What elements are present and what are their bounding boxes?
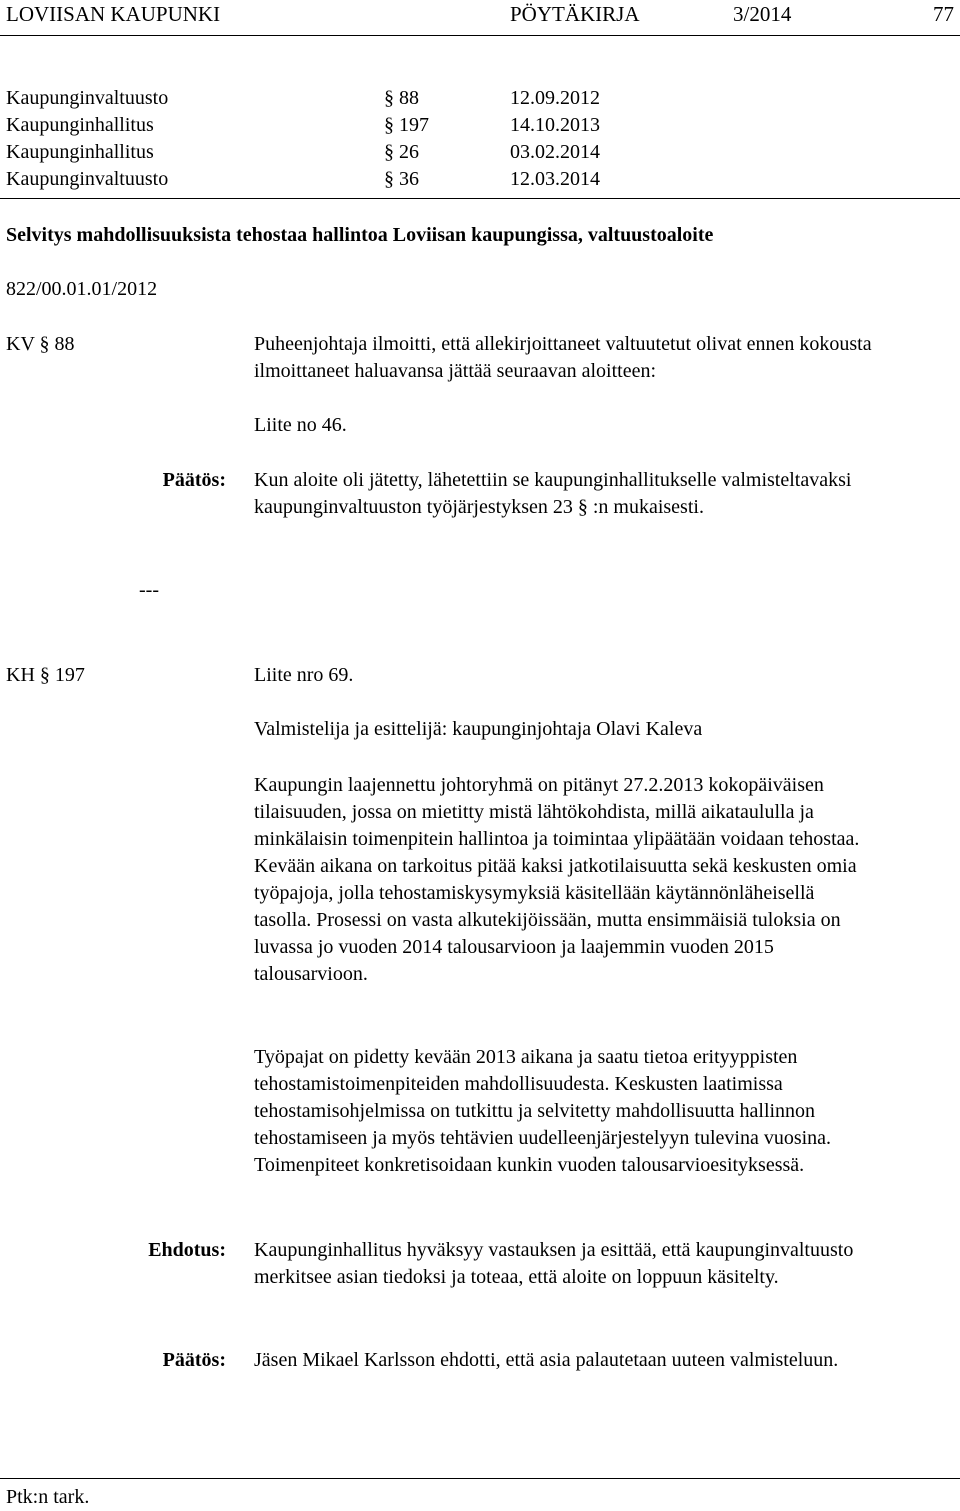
kh-preparer: Valmistelija ja esittelijä: kaupunginjohtaja Olavi Kaleva	[254, 718, 703, 740]
references-rule	[0, 198, 960, 199]
reference-body: Kaupunginvaltuusto	[6, 87, 169, 109]
reference-section: § 26	[384, 141, 419, 163]
reference-date: 14.10.2013	[510, 114, 600, 136]
reference-date: 12.09.2012	[510, 87, 600, 109]
reference-section: § 36	[384, 168, 419, 190]
footer-rule	[0, 1478, 960, 1479]
kh-paragraph-1: Kaupungin laajennettu johtoryhmä on pitänyt 27.2.2013 kokopäiväisen tilaisuuden, jossa on mietitty mistä lähtökohdista, millä aikataululla ja minkälaisin toimenpitein hallintoa ja toimintaa ylipäätään voidaan tehostaa. Kevään aikana on tarkoitus pitää kaksi jatkotilaisuutta sekä keskusten omia työpajoja, jolla tehostamiskysymyksiä käsitellään käytännönläheisellä tasolla. Prosessi on vasta alkutekijöissään, mutta ensimmäisiä tuloksia on luvassa jo vuoden 2014 talousarvioon ja laajemmin vuoden 2015 talousarvioon.	[254, 774, 860, 985]
reference-body: Kaupunginvaltuusto	[6, 168, 169, 190]
document-type: PÖYTÄKIRJA	[510, 2, 640, 26]
kv-section-label: KV § 88	[6, 333, 75, 355]
reference-section: § 88	[384, 87, 419, 109]
reference-date: 03.02.2014	[510, 141, 600, 163]
kh-decision-label: Päätös:	[162, 1349, 226, 1371]
reference-date: 12.03.2014	[510, 168, 600, 190]
kv-decision-label: Päätös:	[162, 469, 226, 491]
municipality-name: LOVIISAN KAUPUNKI	[6, 2, 221, 26]
page-number: 77	[933, 2, 954, 26]
header-rule	[0, 35, 960, 36]
kv-intro-text: Puheenjohtaja ilmoitti, että allekirjoittaneet valtuutetut olivat ennen kokousta ilmoittaneet haluavansa jättää seuraavan aloitteen:	[254, 333, 872, 382]
archive-code: 822/00.01.01/2012	[6, 278, 158, 300]
section-separator: ---	[139, 579, 159, 601]
kh-section-label: KH § 197	[6, 664, 85, 686]
kh-decision-text: Jäsen Mikael Karlsson ehdotti, että asia palautetaan uuteen valmisteluun.	[254, 1349, 839, 1371]
kv-decision-text: Kun aloite oli jätetty, lähetettiin se kaupunginhallitukselle valmisteltavaksi kaupunginvaltuuston työjärjestyksen 23 § :n mukaisesti.	[254, 469, 852, 518]
issue-number: 3/2014	[733, 2, 792, 26]
reference-body: Kaupunginhallitus	[6, 141, 154, 163]
kv-attachment: Liite no 46.	[254, 414, 347, 436]
footer-initials: Ptk:n tark.	[6, 1486, 90, 1508]
item-title: Selvitys mahdollisuuksista tehostaa hallintoa Loviisan kaupungissa, valtuustoaloite	[6, 224, 714, 246]
reference-body: Kaupunginhallitus	[6, 114, 154, 136]
kh-proposal-text: Kaupunginhallitus hyväksyy vastauksen ja esittää, että kaupunginvaltuusto merkitsee asian tiedoksi ja toteaa, että aloite on loppuun käsitelty.	[254, 1239, 854, 1288]
reference-section: § 197	[384, 114, 429, 136]
kh-paragraph-2: Työpajat on pidetty kevään 2013 aikana ja saatu tietoa erityyppisten tehostamistoimenpiteiden mahdollisuudesta. Keskusten laatimissa tehostamisohjelmissa on tutkittu ja selvitetty mahdollisuutta hallinnon tehostamiseen ja myös tehtävien uudelleenjärjestelyyn tulevina vuosina. Toimenpiteet konkretisoidaan kunkin vuoden talousarvioesityksessä.	[254, 1046, 832, 1176]
kh-attachment: Liite nro 69.	[254, 664, 354, 686]
kh-proposal-label: Ehdotus:	[148, 1239, 226, 1261]
